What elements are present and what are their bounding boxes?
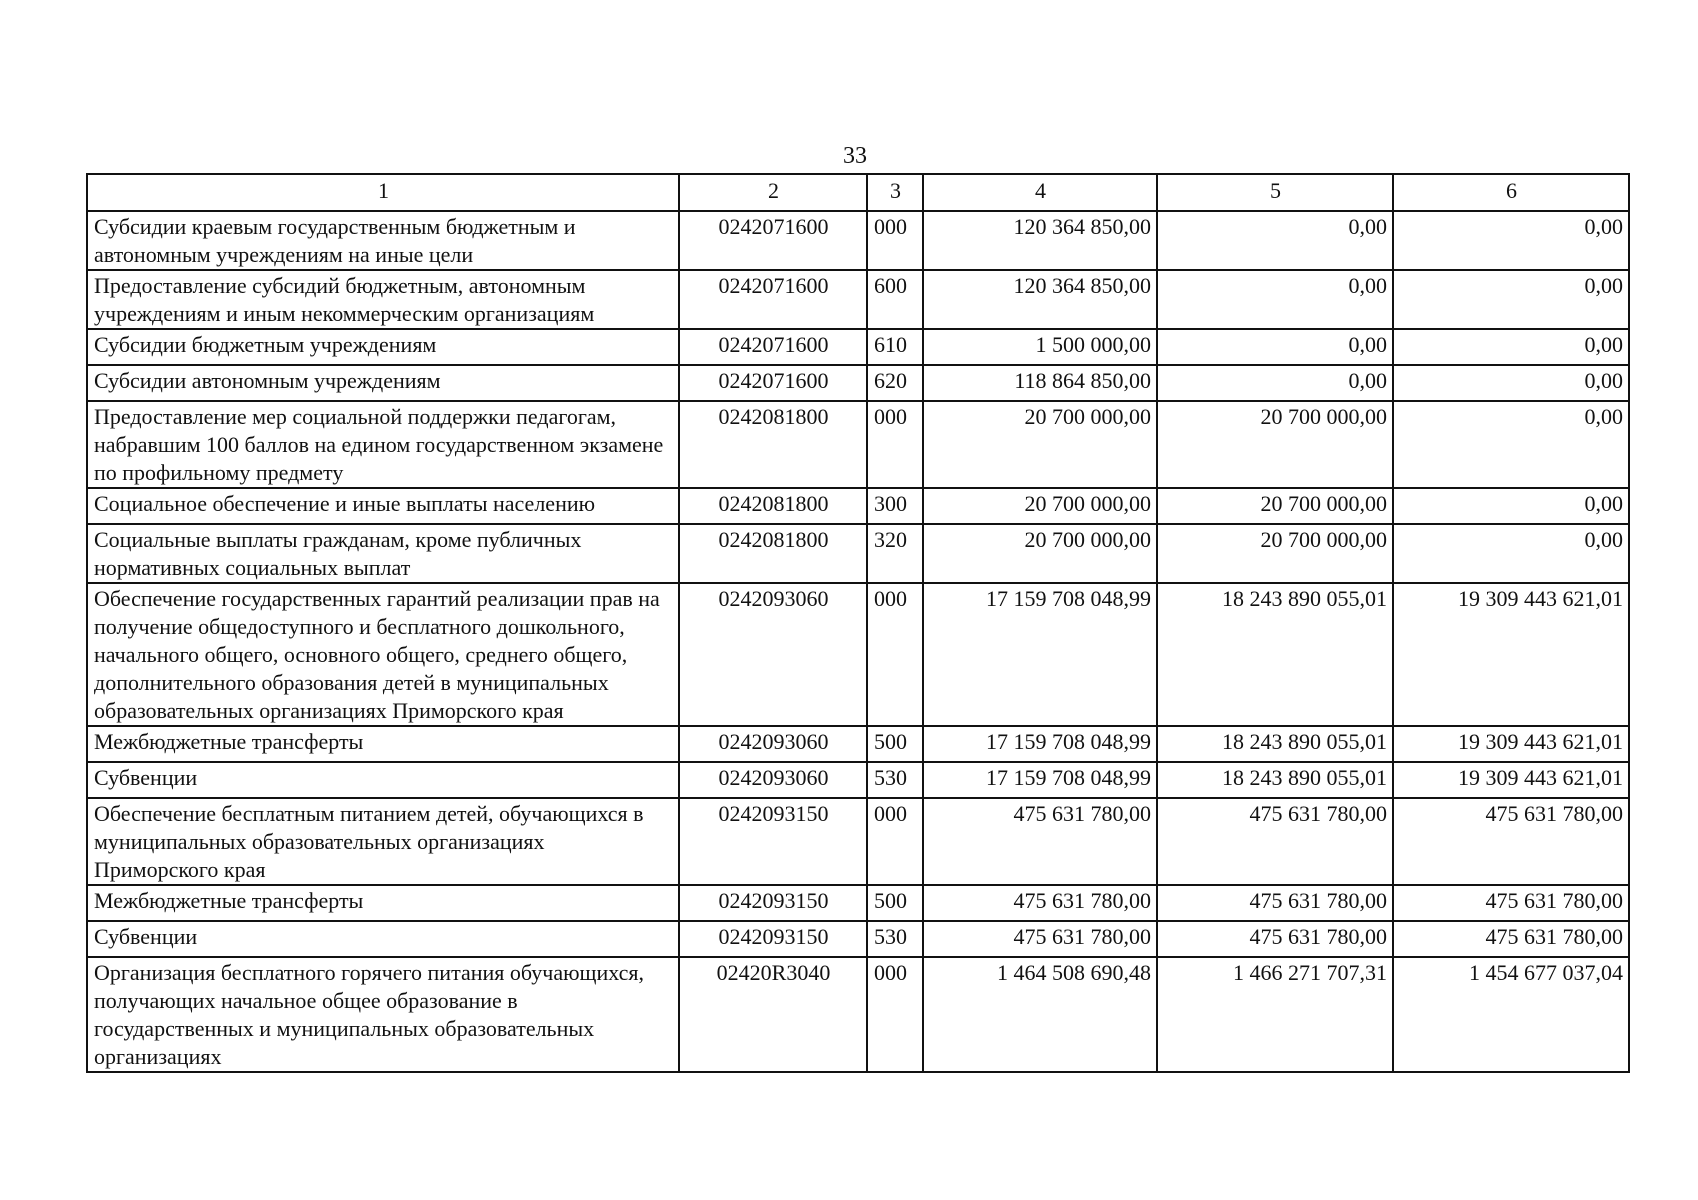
item-name: Субсидии краевым государственным бюджетным и автономным учреждениям на иные цели [87, 211, 679, 270]
budget-table [86, 173, 1630, 1073]
amount-col6: 19 309 443 621,01 [1393, 762, 1629, 798]
expense-type-code: 000 [867, 583, 923, 726]
table-row [87, 762, 1629, 798]
table-row [87, 488, 1629, 524]
column-header: 3 [867, 174, 923, 211]
page-number: 33 [843, 143, 867, 169]
expense-type-code: 530 [867, 762, 923, 798]
amount-col4: 17 159 708 048,99 [923, 583, 1157, 726]
amount-col6: 0,00 [1393, 211, 1629, 270]
item-name: Предоставление субсидий бюджетным, автономным учреждениям и иным некоммерческим организациям [87, 270, 679, 329]
amount-col6: 0,00 [1393, 524, 1629, 583]
amount-col6: 0,00 [1393, 365, 1629, 401]
item-name: Обеспечение бесплатным питанием детей, обучающихся в муниципальных образовательных организациях Приморского края [87, 798, 679, 885]
table-row [87, 524, 1629, 583]
expense-type-code: 000 [867, 401, 923, 488]
item-name: Субвенции [87, 762, 679, 798]
amount-col4: 120 364 850,00 [923, 270, 1157, 329]
table-body [87, 211, 1629, 1072]
table-row [87, 270, 1629, 329]
expense-type-code: 500 [867, 885, 923, 921]
amount-col5: 20 700 000,00 [1157, 524, 1393, 583]
amount-col4: 475 631 780,00 [923, 921, 1157, 957]
amount-col4: 17 159 708 048,99 [923, 726, 1157, 762]
amount-col5: 475 631 780,00 [1157, 885, 1393, 921]
item-name: Межбюджетные трансферты [87, 726, 679, 762]
item-name: Субсидии бюджетным учреждениям [87, 329, 679, 365]
table-row [87, 726, 1629, 762]
header-row [87, 174, 1629, 211]
table-row [87, 365, 1629, 401]
amount-col4: 20 700 000,00 [923, 524, 1157, 583]
amount-col4: 475 631 780,00 [923, 885, 1157, 921]
table-row [87, 957, 1629, 1072]
amount-col6: 0,00 [1393, 488, 1629, 524]
target-code: 0242093150 [679, 885, 867, 921]
amount-col6: 1 454 677 037,04 [1393, 957, 1629, 1072]
target-code: 0242081800 [679, 488, 867, 524]
amount-col5: 0,00 [1157, 365, 1393, 401]
expense-type-code: 620 [867, 365, 923, 401]
amount-col6: 19 309 443 621,01 [1393, 726, 1629, 762]
target-code: 02420R3040 [679, 957, 867, 1072]
table-row [87, 921, 1629, 957]
amount-col5: 18 243 890 055,01 [1157, 726, 1393, 762]
amount-col5: 1 466 271 707,31 [1157, 957, 1393, 1072]
amount-col5: 18 243 890 055,01 [1157, 762, 1393, 798]
amount-col6: 475 631 780,00 [1393, 921, 1629, 957]
target-code: 0242071600 [679, 329, 867, 365]
column-header: 6 [1393, 174, 1629, 211]
expense-type-code: 320 [867, 524, 923, 583]
amount-col4: 120 364 850,00 [923, 211, 1157, 270]
item-name: Межбюджетные трансферты [87, 885, 679, 921]
expense-type-code: 000 [867, 957, 923, 1072]
expense-type-code: 610 [867, 329, 923, 365]
target-code: 0242071600 [679, 211, 867, 270]
target-code: 0242081800 [679, 401, 867, 488]
target-code: 0242093060 [679, 726, 867, 762]
table-row [87, 401, 1629, 488]
expense-type-code: 500 [867, 726, 923, 762]
amount-col5: 0,00 [1157, 211, 1393, 270]
table-row [87, 798, 1629, 885]
amount-col4: 20 700 000,00 [923, 488, 1157, 524]
amount-col6: 0,00 [1393, 270, 1629, 329]
item-name: Организация бесплатного горячего питания обучающихся, получающих начальное общее образование в государственных и муниципальных образовательных организациях [87, 957, 679, 1072]
table-row [87, 885, 1629, 921]
target-code: 0242093060 [679, 762, 867, 798]
amount-col4: 17 159 708 048,99 [923, 762, 1157, 798]
column-header: 1 [87, 174, 679, 211]
amount-col6: 19 309 443 621,01 [1393, 583, 1629, 726]
target-code: 0242093150 [679, 921, 867, 957]
expense-type-code: 600 [867, 270, 923, 329]
table-row [87, 329, 1629, 365]
expense-type-code: 300 [867, 488, 923, 524]
amount-col5: 475 631 780,00 [1157, 798, 1393, 885]
item-name: Предоставление мер социальной поддержки педагогам, набравшим 100 баллов на едином государственном экзамене по профильному предмету [87, 401, 679, 488]
amount-col4: 118 864 850,00 [923, 365, 1157, 401]
amount-col4: 1 464 508 690,48 [923, 957, 1157, 1072]
table-row [87, 211, 1629, 270]
target-code: 0242093150 [679, 798, 867, 885]
column-header: 4 [923, 174, 1157, 211]
amount-col6: 0,00 [1393, 329, 1629, 365]
expense-type-code: 000 [867, 798, 923, 885]
amount-col5: 475 631 780,00 [1157, 921, 1393, 957]
item-name: Субвенции [87, 921, 679, 957]
amount-col5: 18 243 890 055,01 [1157, 583, 1393, 726]
expense-type-code: 000 [867, 211, 923, 270]
amount-col4: 20 700 000,00 [923, 401, 1157, 488]
amount-col5: 20 700 000,00 [1157, 401, 1393, 488]
amount-col5: 0,00 [1157, 270, 1393, 329]
item-name: Социальное обеспечение и иные выплаты населению [87, 488, 679, 524]
amount-col5: 0,00 [1157, 329, 1393, 365]
target-code: 0242093060 [679, 583, 867, 726]
amount-col4: 1 500 000,00 [923, 329, 1157, 365]
amount-col5: 20 700 000,00 [1157, 488, 1393, 524]
column-header: 2 [679, 174, 867, 211]
amount-col4: 475 631 780,00 [923, 798, 1157, 885]
amount-col6: 0,00 [1393, 401, 1629, 488]
item-name: Субсидии автономным учреждениям [87, 365, 679, 401]
target-code: 0242071600 [679, 270, 867, 329]
item-name: Социальные выплаты гражданам, кроме публичных нормативных социальных выплат [87, 524, 679, 583]
target-code: 0242081800 [679, 524, 867, 583]
column-header: 5 [1157, 174, 1393, 211]
expense-type-code: 530 [867, 921, 923, 957]
amount-col6: 475 631 780,00 [1393, 798, 1629, 885]
table-row [87, 583, 1629, 726]
item-name: Обеспечение государственных гарантий реализации прав на получение общедоступного и бесплатного дошкольного, начального общего, основного общего, среднего общего, дополнительного образования детей в муниципальных образовательных организациях Приморского края [87, 583, 679, 726]
amount-col6: 475 631 780,00 [1393, 885, 1629, 921]
target-code: 0242071600 [679, 365, 867, 401]
